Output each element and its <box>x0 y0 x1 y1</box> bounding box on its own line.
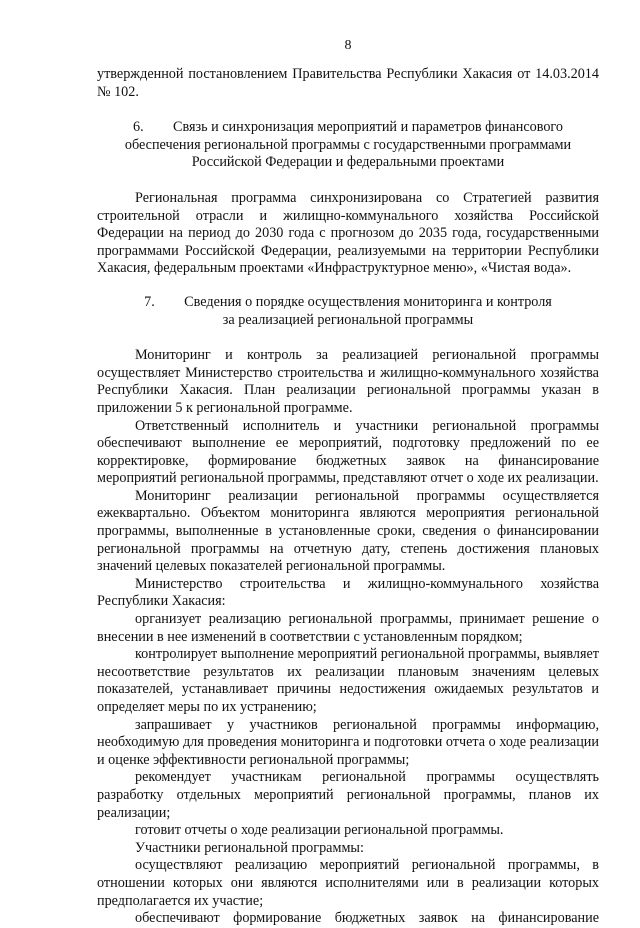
section-6-heading <box>97 119 599 172</box>
list-item: готовит отчеты о ходе реализации региональной программы. <box>135 822 504 839</box>
paragraph: Министерство строительства и жилищно-коммунального хозяйства Республики Хакасия: <box>97 575 599 610</box>
list-item: запрашивает у участников региональной программы информацию, необходимую для проведения мониторинга и подготовки отчета о ходе реализации и оценке эффективности региональной программы; <box>97 716 599 768</box>
intro-paragraph: утвержденной постановлением Правительства Республики Хакасия от 14.03.2014 № 102. <box>97 66 599 100</box>
section-7-title-line2: за реализацией региональной программы <box>222 311 474 328</box>
section-6-paragraph: Региональная программа синхронизирована со Стратегией развития строительной отрасли и жилищно-коммунального хозяйства Российской Федерации на период до 2030 года с прогнозом до 2035 года, государственными программами Российской Федерации, реализуемыми на территории Республики Хакасия, федеральным проектами «Инфраструктурное меню», «Чистая вода». <box>97 189 599 277</box>
paragraph: Мониторинг и контроль за реализацией региональной программы осуществляет Министерство строительства и жилищно-коммунального хозяйства Республики Хакасия. План реализации региональной программы указан в приложении 5 к региональной программе. <box>97 347 599 416</box>
section-7-number: 7. <box>144 293 155 310</box>
section-7-heading <box>97 294 599 329</box>
section-6-title-line3: Российской Федерации и федеральными проектами <box>191 154 505 171</box>
document-page <box>97 38 599 928</box>
section-6-title-line1: Связь и синхронизация мероприятий и параметров финансового <box>173 119 563 136</box>
list-item: контролирует выполнение мероприятий региональной программы, выявляет несоответствие результатов их реализации плановым значениям целевых показателей, устанавливает причины недостижения ожидаемых результатов и определяет меры по их устранению; <box>97 646 599 715</box>
list-item: рекомендует участникам региональной программы осуществлять разработку отдельных мероприятий региональной программы, планов их реализации; <box>97 769 599 821</box>
section-6-title-line2: обеспечения региональной программы с государственными программами <box>124 136 572 153</box>
paragraph: Ответственный исполнитель и участники региональной программы обеспечивают выполнение ее мероприятий, подготовку предложений по ее корректировке, формирование бюджетных заявок на финансирование мероприятий региональной программы, представляют отчет о ходе их реализации. <box>97 417 599 487</box>
list-item: осуществляют реализацию мероприятий региональной программы, в отношении которых они являются исполнителями или в реализации которых предполагается их участие; <box>97 857 599 909</box>
paragraph: Мониторинг реализации региональной программы осуществляется ежеквартально. Объектом мониторинга являются мероприятия региональной программы, выполненные в установленные сроки, сведения о финансировании региональной программы на отчетную дату, степень достижения плановых значений целевых показателей региональной программы. <box>97 487 599 575</box>
paragraph: Участники региональной программы: <box>135 839 364 856</box>
section-6-number: 6. <box>133 119 144 136</box>
list-item: организует реализацию региональной программы, принимает решение о внесении в нее изменений в соответствии с установленным порядком; <box>97 611 599 645</box>
list-item: обеспечивают формирование бюджетных заявок на финансирование <box>135 910 599 927</box>
section-7-title-line1: Сведения о порядке осуществления мониторинга и контроля <box>184 293 552 310</box>
page-number: 8 <box>344 38 352 53</box>
